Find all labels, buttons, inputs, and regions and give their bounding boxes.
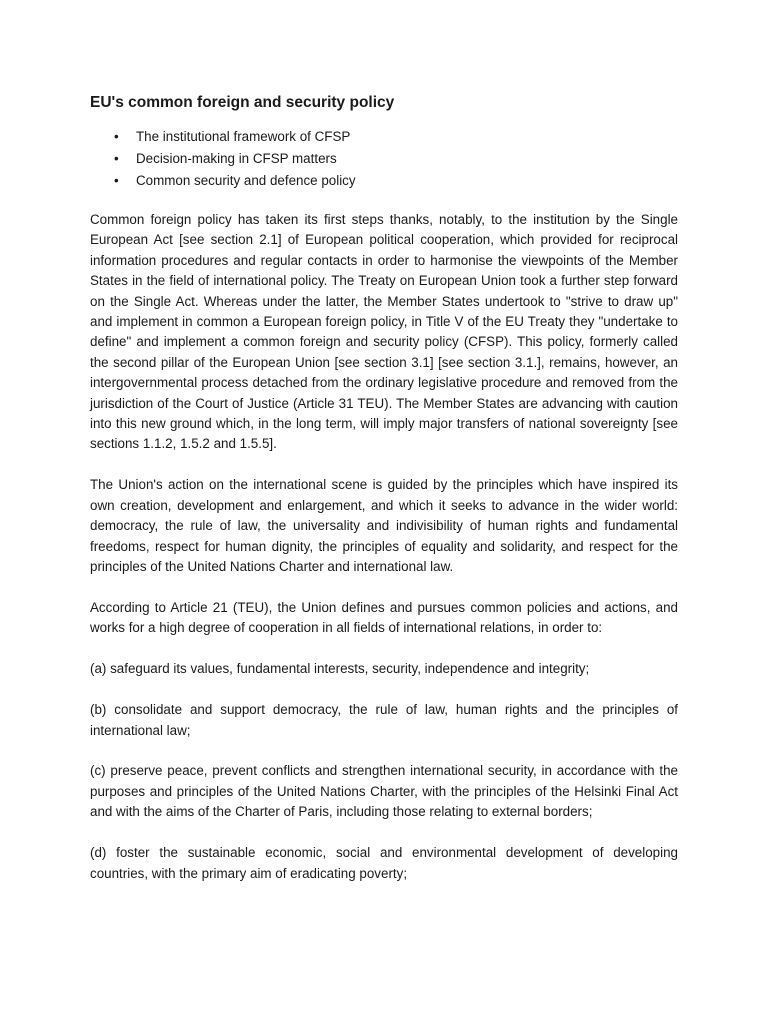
objective-a-paragraph: (a) safeguard its values, fundamental interests, security, independence and integrity; [90, 661, 590, 677]
topic-label: Common security and defence policy [136, 173, 356, 188]
objective-d-paragraph: (d) foster the sustainable economic, social and environmental development of developing countries, with the primary aim of eradicating poverty; [90, 845, 678, 881]
topic-label: The institutional framework of CFSP [136, 129, 351, 144]
objective-c-paragraph: (c) preserve peace, prevent conflicts and strengthen international security, in accordance with the purposes and principles of the United Nations Charter, with the principles of the Helsinki Final Act and with the aims of the Charter of Paris, including those relating to external borders; [90, 763, 678, 820]
bullet-icon: • [114, 129, 119, 144]
topic-list [90, 126, 678, 192]
topic-list-item [90, 126, 678, 148]
document-title: EU's common foreign and security policy [90, 94, 395, 111]
topic-list-item [90, 170, 678, 192]
objective-b-paragraph: (b) consolidate and support democracy, the rule of law, human rights and the principles of international law; [90, 702, 678, 738]
intro-paragraph: Common foreign policy has taken its first steps thanks, notably, to the institution by the Single European Act [see section 2.1] of European political cooperation, which provided for reciprocal information procedures and regular contacts in order to harmonise the viewpoints of the Member States in the field of international policy. The Treaty on European Union took a further step forward on the Single Act. Whereas under the latter, the Member States undertook to "strive to draw up" and implement in common a European foreign policy, in Title V of the EU Treaty they "undertake to define" and implement a common foreign and security policy (CFSP). This policy, formerly called the second pillar of the European Union [see section 3.1] [see section 3.1.], remains, however, an intergovernmental process detached from the ordinary legislative procedure and removed from the jurisdiction of the Court of Justice (Article 31 TEU). The Member States are advancing with caution into this new ground which, in the long term, will imply major transfers of national sovereignty [see sections 1.1.2, 1.5.2 and 1.5.5]. [90, 212, 678, 452]
article-21-paragraph: According to Article 21 (TEU), the Union defines and pursues common policies and actions, and works for a high degree of cooperation in all fields of international relations, in order to: [90, 599, 678, 636]
bullet-icon: • [114, 173, 119, 188]
topic-label: Decision-making in CFSP matters [136, 151, 337, 166]
document-page [90, 92, 678, 904]
bullet-icon: • [114, 151, 119, 166]
principles-paragraph: The Union's action on the international scene is guided by the principles which have inspired its own creation, development and enlargement, and which it seeks to advance in the wider world: democracy, the rule of law, the universality and indivisibility of human rights and fundamental freedoms, respect for human dignity, the principles of equality and solidarity, and respect for the principles of the United Nations Charter and international law. [90, 477, 678, 574]
topic-list-item [90, 148, 678, 170]
